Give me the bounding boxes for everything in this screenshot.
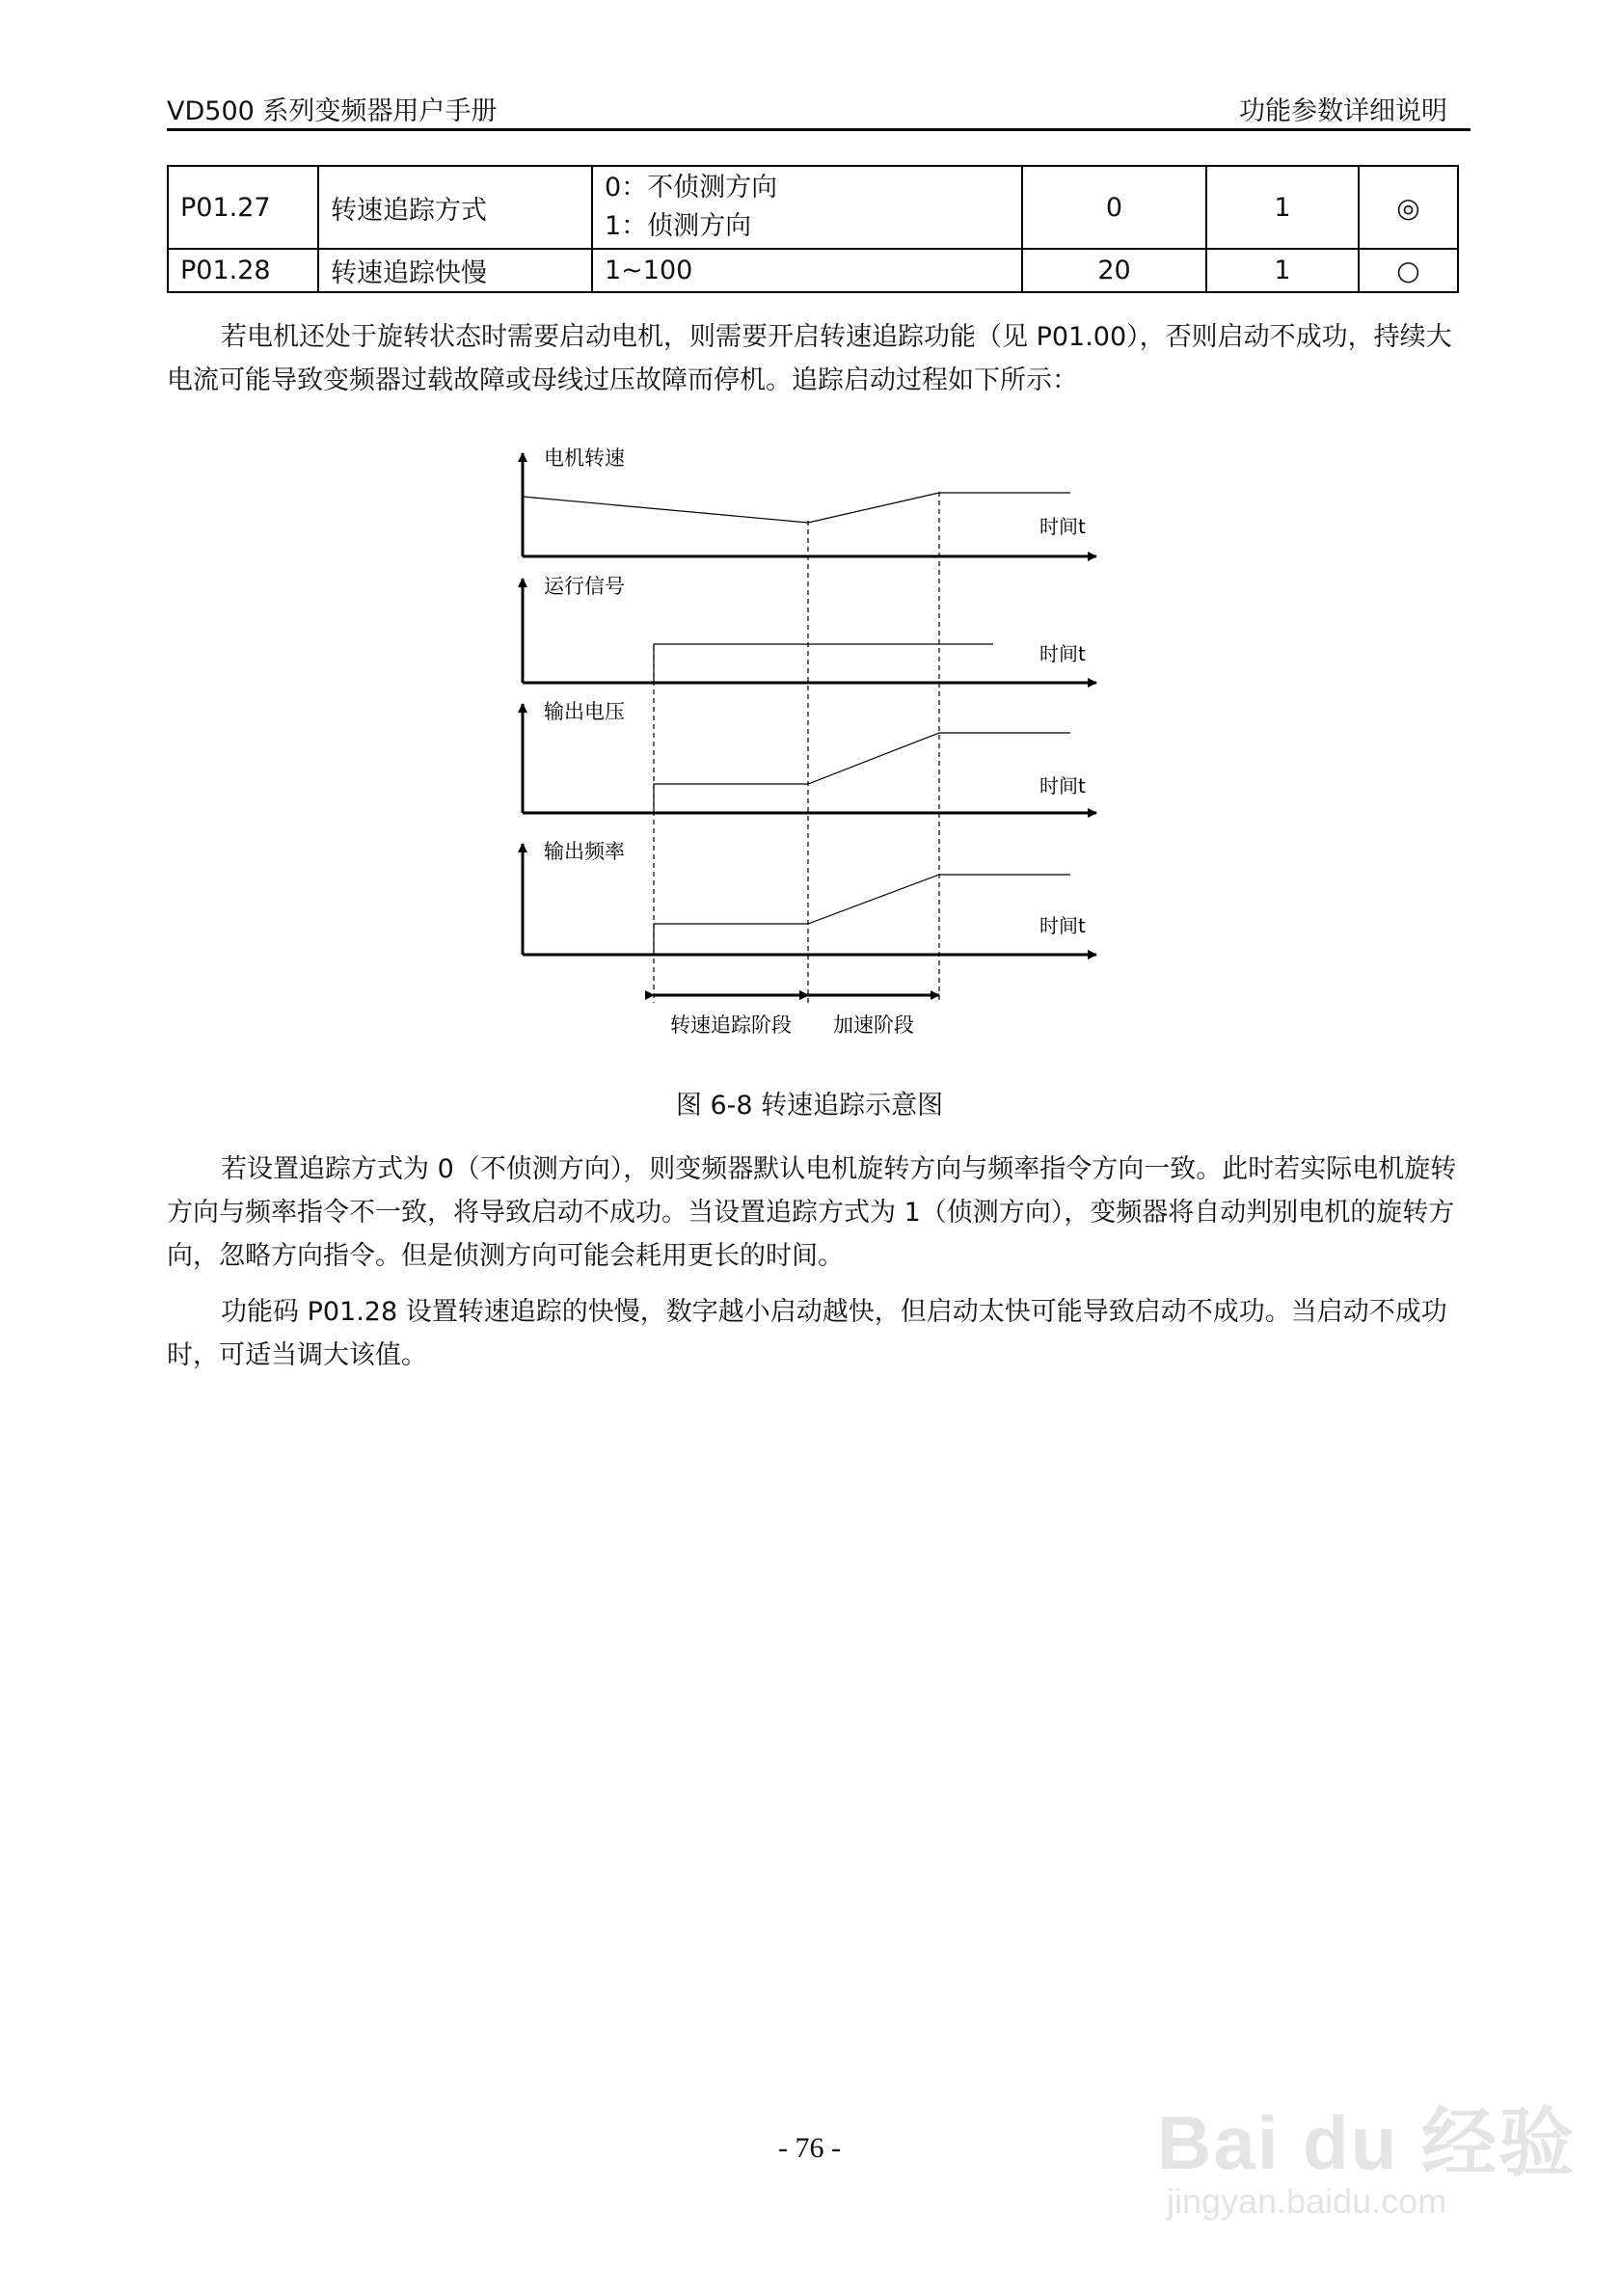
param-default: 20 [1022,249,1206,292]
table-row [168,249,1458,292]
paragraph-tracking-speed: 功能码 P01.28 设置转速追踪的快慢，数字越小启动越快，但启动太快可能导致启动不成功。当启动不成功时，可适当调大该值。 [167,1297,1447,1370]
panel-output-voltage [523,700,1096,813]
time-axis-label: 时间t [1039,515,1086,538]
time-axis-label: 时间t [1039,914,1086,937]
param-name: 转速追踪方式 [318,166,592,249]
axis-label-run-signal: 运行信号 [544,575,625,598]
axis-label-motor-speed: 电机转速 [544,446,625,470]
phase-label-tracking: 转速追踪阶段 [670,1013,792,1037]
header-section: 功能参数详细说明 [1239,96,1447,126]
run-signal-curve [654,644,993,683]
param-unit: 1 [1206,166,1359,249]
panel-motor-speed [523,446,1096,556]
paragraph-direction: 若设置追踪方式为 0（不侦测方向），则变频器默认电机旋转方向与频率指令方向一致。此时若实际电机旋转方向与频率指令不一致，将导致启动不成功。当设置追踪方式为 1（侦测方向），变频器将自动判别电机的旋转方向，忽略方向指令。但是侦测方向可能会耗用更长的时间。 [167,1154,1457,1271]
time-axis-label: 时间t [1039,642,1086,665]
baidu-watermark-logo: Bai du 经验 [1157,2100,1577,2185]
panel-run-signal [523,575,1096,683]
table-row [168,166,1458,249]
param-unit: 1 [1206,249,1359,292]
param-default: 0 [1022,166,1206,249]
output-voltage-curve [654,733,1070,813]
param-code: P01.27 [168,166,318,249]
range-option: 0：不侦测方向 [605,173,778,203]
phase-label-acceleration: 加速阶段 [833,1013,914,1037]
baidu-watermark-url: jingyan.baidu.com [1167,2181,1447,2221]
header-rule [167,128,1471,131]
parameter-table [167,165,1459,293]
output-frequency-curve [654,875,1070,955]
range-option: 1：侦测方向 [605,211,752,241]
phase-arrows [654,995,939,1037]
page-number: - 76 - [778,2132,841,2164]
figure-caption: 图 6-8 转速追踪示意图 [675,1091,944,1121]
speed-tracking-diagram [472,424,1167,1051]
axis-label-output-frequency: 输出频率 [544,840,625,863]
param-modify-attr: ◎ [1359,166,1458,249]
paragraph-intro: 若电机还处于旋转状态时需要启动电机，则需要开启转速追踪功能（见 P01.00），否则启动不成功，持续大电流可能导致变频器过载故障或母线过压故障而停机。追踪启动过程如下所示： [167,322,1452,395]
header-title: VD500 系列变频器用户手册 [167,96,498,126]
param-modify-attr: ○ [1359,249,1458,292]
time-axis-label: 时间t [1039,774,1086,797]
axis-label-output-voltage: 输出电压 [544,700,625,723]
param-name: 转速追踪快慢 [318,249,592,292]
param-range [592,166,1022,249]
panel-output-frequency [523,840,1096,955]
param-code: P01.28 [168,249,318,292]
param-range: 1~100 [592,249,1022,292]
motor-speed-curve [523,493,1070,523]
